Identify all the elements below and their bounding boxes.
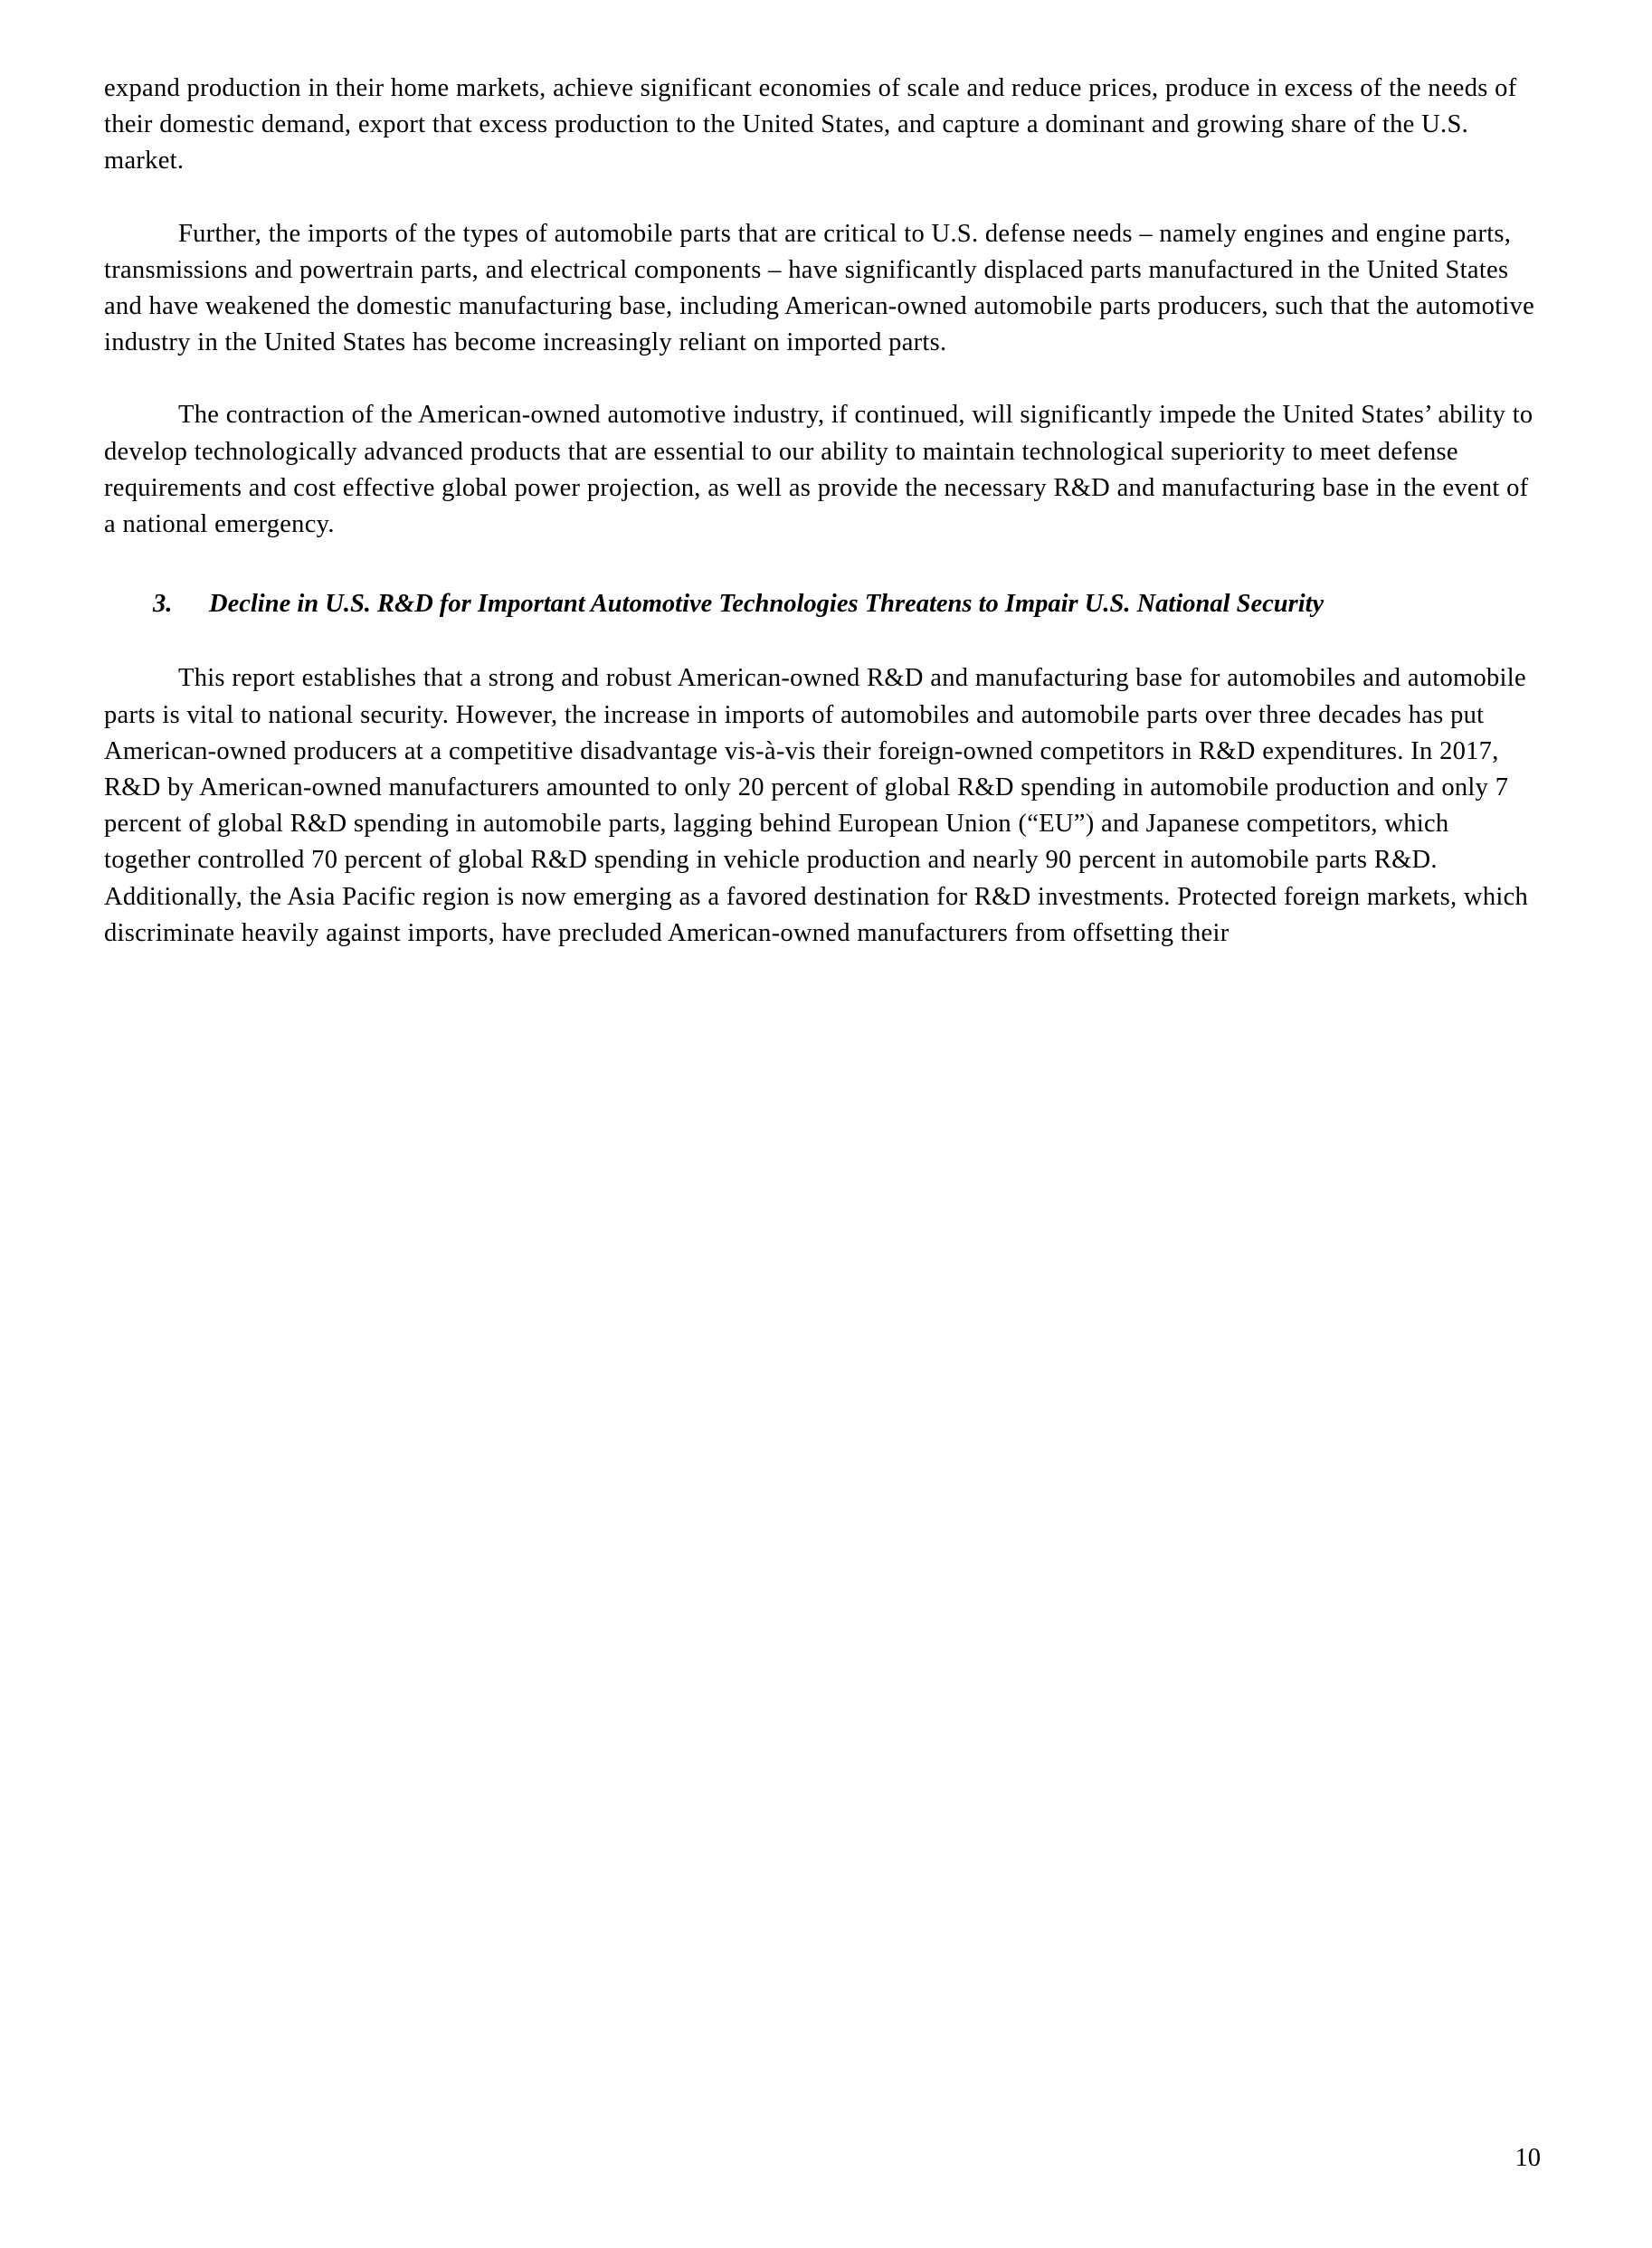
page-number: 10 bbox=[1514, 2144, 1541, 2172]
paragraph-contraction: The contraction of the American-owned automotive industry, if continued, will significantly impede the United States’ ability to develop technologically advanced products that are essential to our ability to maintain technological superiority to meet defense requirements and cost effective global power projection, as well as provide the necessary R&D and manufacturing base in the event of a national emergency. bbox=[104, 401, 1533, 539]
paragraph-continuation: expand production in their home markets, achieve significant economies of scale and reduce prices, produce in excess of the needs of their domestic demand, export that excess production to the United States, and capture a dominant and growing share of the U.S. market. bbox=[104, 74, 1517, 175]
heading-spacer-before bbox=[104, 543, 1541, 586]
section-heading-number: 3. bbox=[153, 590, 173, 619]
paragraph-spacer bbox=[104, 361, 1541, 397]
paragraph-spacer bbox=[104, 180, 1541, 216]
section-heading-title: Decline in U.S. R&D for Important Automotive Technologies Threatens to Impair U.S. National Security bbox=[209, 590, 1324, 619]
paragraph-imports-defense: Further, the imports of the types of automobile parts that are critical to U.S. defense needs – namely engines and engine parts, transmissions and powertrain parts, and electrical components – have significantly displaced parts manufactured in the United States and have weakened the domestic manufacturing base, including American-owned automobile parts producers, such that the automotive industry in the United States has become increasingly reliant on imported parts. bbox=[104, 219, 1535, 357]
section-heading-3 bbox=[104, 586, 1541, 622]
page-content bbox=[104, 71, 1541, 952]
heading-spacer-after bbox=[104, 622, 1541, 660]
paragraph-report-establishes: This report establishes that a strong and robust American-owned R&D and manufacturing base for automobiles and automobile parts is vital to national security. However, the increase in imports of automobiles and automobile parts over three decades has put American-owned producers at a competitive disadvantage vis-à-vis their foreign-owned competitors in R&D expenditures. In 2017, R&D by American-owned manufacturers amounted to only 20 percent of global R&D spending in automobile production and only 7 percent of global R&D spending in automobile parts, lagging behind European Union (“EU”) and Japanese competitors, which together controlled 70 percent of global R&D spending in vehicle production and nearly 90 percent in automobile parts R&D. Additionally, the Asia Pacific region is now emerging as a favored destination for R&D investments. Protected foreign markets, which discriminate heavily against imports, have precluded American-owned manufacturers from offsetting their bbox=[104, 664, 1529, 947]
